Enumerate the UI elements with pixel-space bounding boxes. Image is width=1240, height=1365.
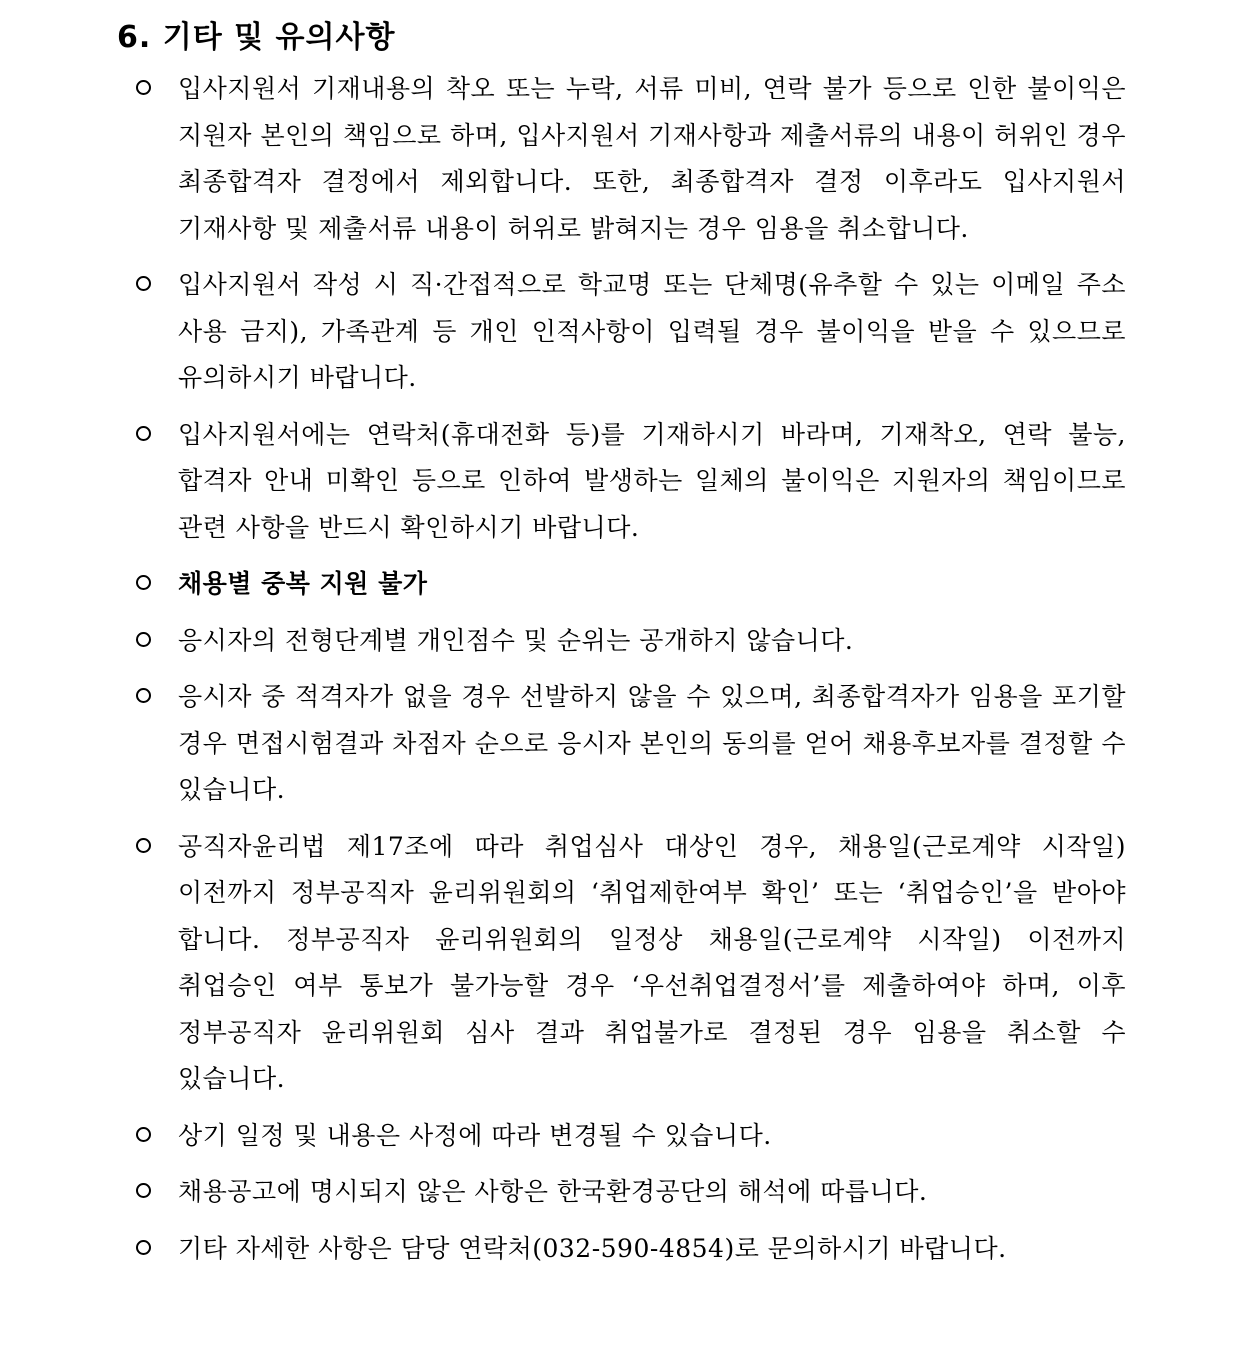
bullet-circle-icon: [136, 575, 151, 590]
notice-item-contact-info: [136, 412, 1126, 552]
notice-text: 입사지원서 기재내용의 착오 또는 누락, 서류 미비, 연락 불가 등으로 인한 불이익은 지원자 본인의 책임으로 하며, 입사지원서 기재사항과 제출서류의 내용이 허위인 경우 최종합격자 결정에서 제외합니다. 또한, 최종합격자 결정 이후라도 입사지원서 기재사항 및 제출서류 내용이 허위로 밝혀지는 경우 임용을 취소합니다.: [178, 74, 1126, 243]
notice-text: 응시자 중 적격자가 없을 경우 선발하지 않을 수 있으며, 최종합격자가 임용을 포기할 경우 면접시험결과 차점자 순으로 응시자 본인의 동의를 얻어 채용후보자를 결정할 수 있습니다.: [178, 682, 1126, 804]
bullet-circle-icon: [136, 1240, 151, 1255]
bullet-circle-icon: [136, 426, 151, 441]
notice-item-contact-inquiry: [136, 1226, 1126, 1273]
bullet-circle-icon: [136, 838, 151, 853]
notice-text: 응시자의 전형단계별 개인점수 및 순위는 공개하지 않습니다.: [178, 625, 854, 655]
bullet-circle-icon: [136, 688, 151, 703]
bullet-circle-icon: [136, 80, 151, 95]
notice-text: 입사지원서 작성 시 직·간접적으로 학교명 또는 단체명(유추할 수 있는 이메일 주소 사용 금지), 가족관계 등 개인 인적사항이 입력될 경우 불이익을 받을 수 있으므로 유의하시기 바랍니다.: [178, 270, 1126, 392]
bullet-circle-icon: [136, 1127, 151, 1142]
notice-item-interpretation: [136, 1169, 1126, 1216]
notice-text: 상기 일정 및 내용은 사정에 따라 변경될 수 있습니다.: [178, 1120, 772, 1150]
notice-item-schedule-change: [136, 1113, 1126, 1160]
bullet-circle-icon: [136, 632, 151, 647]
bullet-circle-icon: [136, 1183, 151, 1198]
notice-text: 채용공고에 명시되지 않은 사항은 한국환경공단의 해석에 따릅니다.: [178, 1177, 928, 1206]
notice-text: 공직자윤리법 제17조에 따라 취업심사 대상인 경우, 채용일(근로계약 시작일) 이전까지 정부공직자 윤리위원회의 ‘취업제한여부 확인’ 또는 ‘취업승인’을 받아야 합니다. 정부공직자 윤리위원회의 일정상 채용일(근로계약 시작일) 이전까지 취업승인 여부 통보가 불가능할 경우 ‘우선취업결정서’를 제출하여야 하며, 이후 정부공직자 윤리위원회 심사 결과 취업불가로 결정된 경우 임용을 취소할 수 있습니다.: [178, 831, 1126, 1093]
notice-item-application-errors: [136, 66, 1126, 252]
notice-list: [136, 66, 1126, 1282]
notice-text: 기타 자세한 사항은 담당 연락처(032-590-4854)로 문의하시기 바랍니다.: [178, 1233, 1007, 1263]
section-title: 6. 기타 및 유의사항: [117, 20, 396, 55]
notice-text: 입사지원서에는 연락처(휴대전화 등)를 기재하시기 바라며, 기재착오, 연락 불능, 합격자 안내 미확인 등으로 인하여 발생하는 일체의 불이익은 지원자의 책임이므로 관련 사항을 반드시 확인하시기 바랍니다.: [178, 419, 1126, 542]
notice-item-ethics-law: [136, 824, 1126, 1103]
notice-item-no-qualified: [136, 674, 1126, 814]
bullet-circle-icon: [136, 276, 151, 291]
notice-item-personal-info: [136, 262, 1126, 402]
notice-item-scores-private: [136, 618, 1126, 665]
notice-text: 채용별 중복 지원 불가: [178, 569, 428, 598]
notice-item-no-duplicate: [136, 561, 1126, 608]
